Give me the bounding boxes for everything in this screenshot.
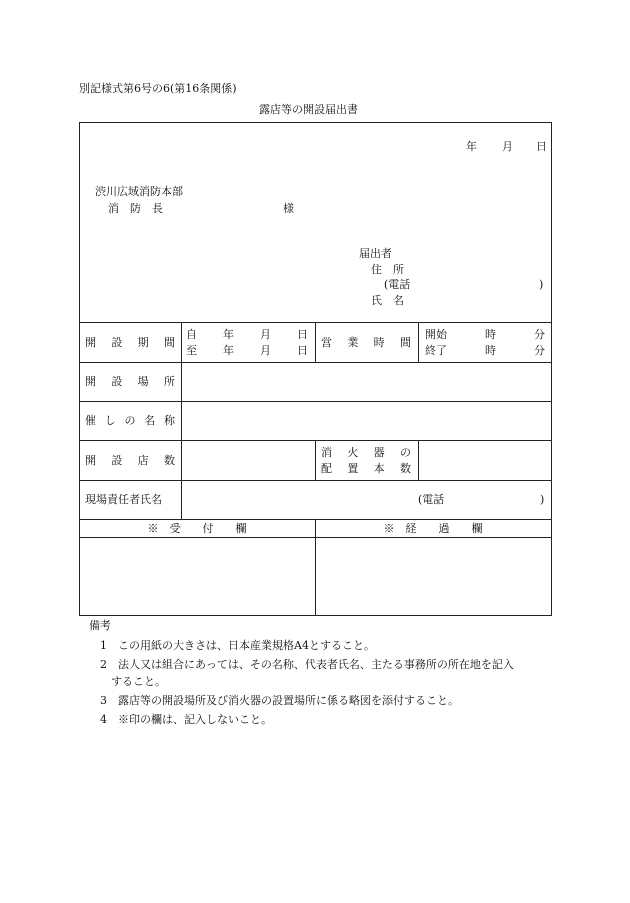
period-to-row — [186, 344, 308, 357]
period-to-month: 月 — [260, 344, 271, 357]
hours-start-row — [425, 328, 545, 341]
hours-end-hour: 時 — [485, 344, 496, 357]
period-to-year: 年 — [223, 344, 234, 357]
name-label: 氏 名 — [371, 294, 404, 307]
note-item: すること。 — [100, 675, 166, 688]
period-to-day: 日 — [297, 344, 308, 357]
progress-column-header: ※ 経 過 欄 — [383, 522, 483, 535]
form-number: 別記様式第6号の6(第16条関係) — [79, 82, 237, 95]
hours-end-row — [425, 344, 545, 357]
period-to-prefix: 至 — [186, 344, 197, 357]
notes-heading: 備考 — [89, 619, 111, 632]
stall-count-label: 開 設 店 数 — [85, 454, 175, 467]
manager-phone-close: ) — [540, 493, 545, 506]
date-day-label: 日 — [536, 140, 547, 153]
manager-name-label: 現場責任者氏名 — [85, 493, 162, 506]
table-line — [79, 401, 552, 402]
extinguisher-label-line1: 消 火 器 の — [321, 446, 411, 459]
date-month-label: 月 — [502, 140, 513, 153]
hours-end-prefix: 終了 — [425, 344, 447, 357]
period-from-month: 月 — [260, 328, 271, 341]
note-item: 4 ※印の欄は、記入しないこと。 — [100, 713, 272, 726]
table-border-bottom — [79, 615, 552, 616]
location-label: 開 設 場 所 — [85, 375, 175, 388]
note-item: 1 この用紙の大きさは、日本産業規格A4とすること。 — [100, 639, 375, 652]
hours-start-prefix: 開始 — [425, 328, 447, 341]
table-line — [79, 480, 552, 481]
period-label: 開 設 期 間 — [85, 336, 175, 349]
date-year-label: 年 — [466, 140, 477, 153]
event-name-label: 催 し の 名 称 — [85, 414, 175, 427]
phone-close: ) — [539, 278, 544, 291]
table-line — [181, 322, 182, 519]
form-title: 露店等の開設届出書 — [259, 103, 358, 116]
reception-column-header: ※ 受 付 欄 — [147, 522, 247, 535]
period-from-day: 日 — [297, 328, 308, 341]
period-from-prefix: 自 — [186, 328, 197, 341]
addressee-org: 渋川広域消防本部 — [95, 185, 183, 198]
phone-label: (電話 — [384, 278, 411, 291]
applicant-label: 届出者 — [359, 247, 392, 260]
table-line — [418, 322, 419, 362]
table-line — [418, 440, 419, 480]
note-item: 2 法人又は組合にあっては、その名称、代表者氏名、主たる事務所の所在地を記入 — [100, 658, 514, 671]
table-line — [315, 322, 316, 362]
address-label: 住 所 — [371, 263, 404, 276]
manager-phone-label: (電話 — [418, 493, 445, 506]
note-item: 3 露店等の開設場所及び消火器の設置場所に係る略図を添付すること。 — [100, 694, 459, 707]
addressee-suffix: 様 — [283, 202, 294, 215]
period-from-year: 年 — [223, 328, 234, 341]
extinguisher-label-line2: 配 置 本 数 — [321, 462, 411, 475]
table-border-top — [79, 122, 552, 123]
table-line — [79, 362, 552, 363]
hours-start-minute: 分 — [534, 328, 545, 341]
table-border-right — [551, 122, 552, 615]
hours-start-hour: 時 — [485, 328, 496, 341]
table-line — [315, 440, 316, 480]
hours-end-minute: 分 — [534, 344, 545, 357]
period-from-row — [186, 328, 308, 341]
hours-label: 営 業 時 間 — [321, 336, 411, 349]
addressee-title: 消 防 長 — [108, 202, 163, 215]
table-border-left — [79, 122, 80, 615]
